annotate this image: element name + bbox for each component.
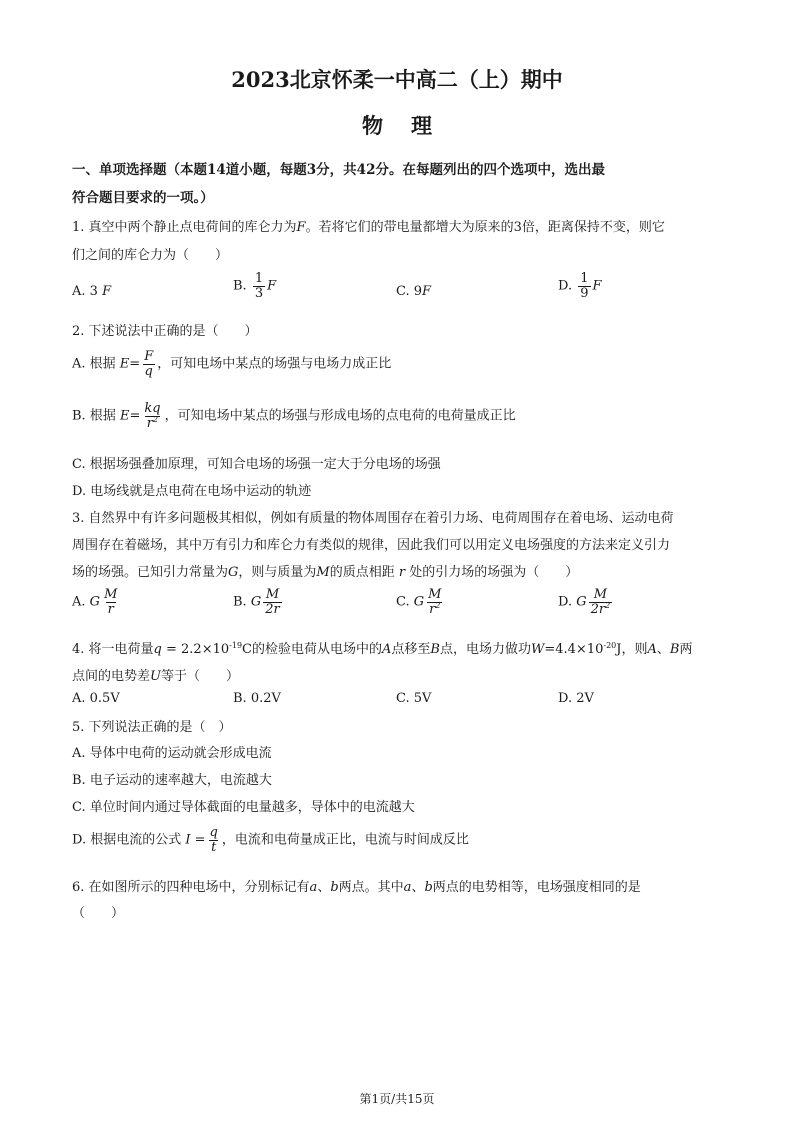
q1-option-a: A. 3 F xyxy=(72,284,112,299)
q4-stem-line2: 点间的电势差U等于（ ） xyxy=(72,669,239,684)
q3-option-d: D. G $\frac{M}{2r^2}$ xyxy=(558,587,611,617)
page-footer: 第1页/共15页 xyxy=(359,1092,435,1106)
q1-stem-line1: 1. 真空中两个静止点电荷间的库仑力为F。若将它们的带电量都增大为原来的3倍，距离保持不变，则它 xyxy=(72,220,665,235)
q4-option-a: A. 0.5V xyxy=(72,691,120,706)
q3-option-b: B. G $\frac{M}{2r}$ xyxy=(233,587,280,617)
q5-stem: 5. 下列说法正确的是（ ） xyxy=(72,720,232,735)
q2-stem: 2. 下述说法中正确的是（ ） xyxy=(72,324,258,339)
q4-option-d: D. 2V xyxy=(558,691,594,706)
q1-stem-line2: 们之间的库仑力为（ ） xyxy=(72,248,229,263)
q4-option-c: C. 5V xyxy=(396,691,432,706)
q2-option-d: D. 电场线就是点电荷在电场中运动的轨迹 xyxy=(72,484,312,499)
q4-stem-line1: 4. 将一电荷量$q = 2.2\times 10^{-19}C$的检验电荷从电场中的A点移至B点，电场力做功$W=4.4\times 10^{-20}J$，则A、B两 xyxy=(72,641,693,657)
q6-stem-line1: 6. 在如图所示的四种电场中，分别标记有a、b两点。其中a、b两点的电势相等，电场强度相同的是 xyxy=(72,880,641,895)
q3-stem-line2: 周围存在着磁场，其中万有引力和库仑力有类似的规律，因此我们可以用定义电场强度的方法来定义引力 xyxy=(72,538,671,553)
q5-option-a: A. 导体中电荷的运动就会形成电流 xyxy=(72,746,272,761)
q1-option-c: C. 9F xyxy=(396,284,432,299)
q3-option-a: A. G $\frac{M}{r}$ xyxy=(72,587,118,617)
q2-option-a: A. 根据 E= $\frac{F}{q}$ ，可知电场中某点的场强与电场力成正比 xyxy=(72,349,392,379)
q5-option-c: C. 单位时间内通过导体截面的电量越多，导体中的电流越大 xyxy=(72,800,415,815)
q1-option-b: B. $\frac{1}{3}$ F xyxy=(233,271,277,301)
q3-stem-line1: 3. 自然界中有许多问题极其相似，例如有质量的物体周围存在着引力场、电荷周围存在着电场、运动电荷 xyxy=(72,511,674,526)
q6-stem-line2: （ ） xyxy=(72,906,125,921)
q4-option-b: B. 0.2V xyxy=(233,691,281,706)
q2-option-c: C. 根据场强叠加原理，可知合电场的场强一定大于分电场的场强 xyxy=(72,457,441,472)
subject-title: 物理 xyxy=(362,113,460,138)
q3-option-c: C. G $\frac{M}{r^2}$ xyxy=(396,587,442,617)
q3-stem-line3: 场的场强。已知引力常量为G，则与质量为M的质点相距 r 处的引力场的场强为（ ） xyxy=(72,565,579,580)
section-heading-line2: 符合题目要求的一项。） xyxy=(72,190,214,206)
q1-option-d: D. $\frac{1}{9}$ F xyxy=(558,271,602,301)
document-title: 2023北京怀柔一中高二（上）期中 xyxy=(231,67,563,92)
section-heading-line1: 一、单项选择题（本题14道小题，每题3分，共42分。在每题列出的四个选项中，选出最 xyxy=(72,162,605,178)
q5-option-b: B. 电子运动的速率越大，电流越大 xyxy=(72,773,272,788)
q5-option-d: D. 根据电流的公式 I = $\frac{q}{t}$ ，电流和电荷量成正比，电流与时间成反比 xyxy=(72,825,469,855)
q2-option-b: B. 根据 E= $\frac{kq}{r^2}$ ，可知电场中某点的场强与形成电场的点电荷的电荷量成正比 xyxy=(72,401,516,431)
